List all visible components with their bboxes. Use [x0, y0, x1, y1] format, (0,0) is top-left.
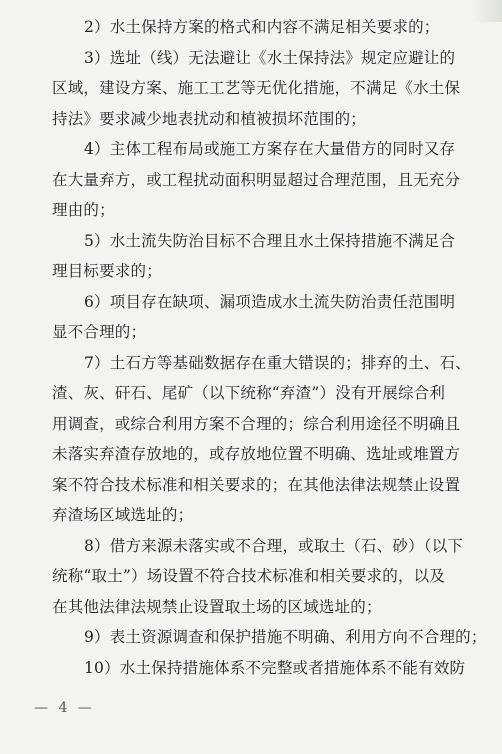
paragraph-item-9: [52, 622, 487, 653]
paragraph-item-7: [52, 348, 470, 531]
paragraph-line: 3）选址（线）无法避让《水土保持法》规定应避让的: [84, 48, 456, 67]
page-number: — 4 —: [34, 700, 95, 716]
paragraph-line: 10）水土保持措施体系不完整或者措施体系不能有效防: [84, 658, 466, 677]
paragraph-line: 未落实弃渣存放地的，或存放地位置不明确、选址或堆置方: [52, 445, 461, 463]
paragraph-item-6: [52, 287, 470, 348]
paragraph-line: 显不合理的；: [52, 323, 147, 341]
paragraph-line: 理由的；: [52, 201, 115, 219]
paragraph-line: 区域，建设方案、施工工艺等无优化措施，不满足《水土保: [52, 79, 461, 97]
scan-corner-mark: [472, 0, 502, 22]
paragraph-line: 用调查，或综合利用方案不合理的；综合利用途径不明确且: [52, 414, 461, 433]
paragraph-line: 2）水土保持方案的格式和内容不满足相关要求的；: [84, 18, 440, 36]
paragraph-line: 弃渣场区域选址的；: [52, 506, 194, 524]
paragraph-line: 在其他法律法规禁止设置取土场的区域选址的；: [52, 597, 382, 616]
paragraph-line: 统称“取土”）场设置不符合技术标准和相关要求的，以及: [52, 567, 446, 585]
paragraph-line: 案不符合技术标准和相关要求的；在其他法律法规禁止设置: [52, 475, 461, 494]
paragraph-item-10: [52, 653, 470, 684]
paragraph-item-5: [52, 226, 470, 287]
paragraph-line: 7）土石方等基础数据存在重大错误的；排弃的土、石、: [84, 353, 471, 372]
paragraph-line: 5）水土流失防治目标不合理且水土保持措施不满足合: [84, 231, 456, 250]
paragraph-item-4: [52, 134, 470, 226]
paragraph-item-3: [52, 43, 470, 135]
paragraph-line: 渣、灰、矸石、尾矿（以下统称“弃渣”）没有开展综合利: [52, 384, 446, 402]
paragraph-item-8: [52, 531, 470, 623]
paragraph-line: 理目标要求的；: [52, 262, 162, 280]
paragraph-line: 6）项目存在缺项、漏项造成水土流失防治责任范围明: [84, 292, 456, 311]
paragraph-line: 4）主体工程布局或施工方案存在大量借方的同时又存: [84, 140, 456, 158]
document-body: [52, 12, 487, 683]
paragraph-line: 持法》要求减少地表扰动和植被损坏范围的；: [52, 109, 367, 128]
paragraph-line: 9）表土资源调查和保护措施不明确、利用方向不合理的；: [84, 628, 487, 646]
paragraph-item-2: [52, 12, 470, 43]
paragraph-line: 8）借方来源未落实或不合理，或取土（石、砂）（以下: [84, 536, 464, 555]
paragraph-line: 在大量弃方，或工程扰动面积明显超过合理范围，且无充分: [52, 170, 461, 189]
